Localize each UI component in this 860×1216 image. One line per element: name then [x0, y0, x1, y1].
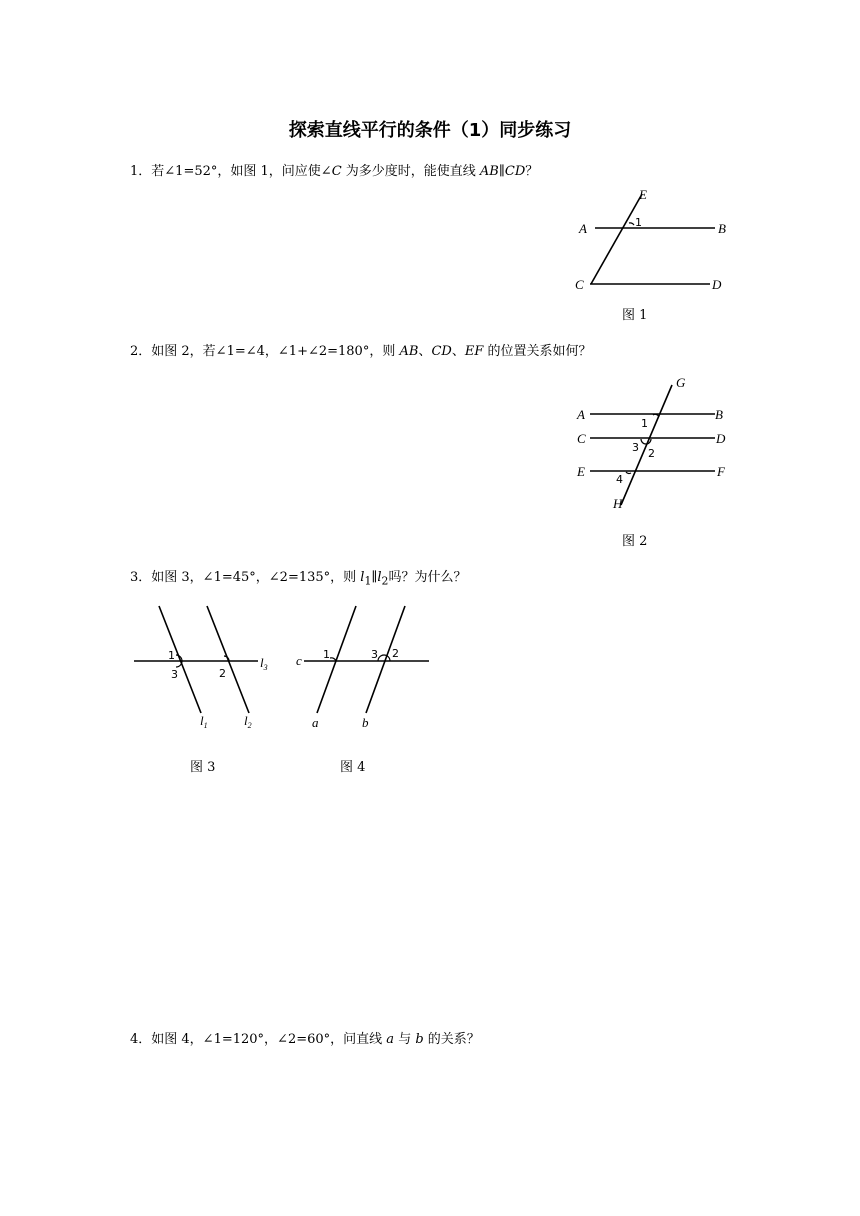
- separator: 、: [418, 344, 432, 359]
- question-text: ？: [525, 164, 539, 179]
- label-l1: $l_1$: [200, 713, 208, 730]
- subscript-2: 2: [381, 574, 389, 588]
- angle-label-1: 1: [635, 216, 642, 229]
- angle-label-2: 2: [648, 447, 655, 460]
- angle-label-1: 1: [641, 417, 648, 430]
- label-c: C: [577, 431, 586, 446]
- label-b: B: [718, 221, 726, 236]
- angle-label-1: 1: [168, 649, 175, 662]
- label-a: A: [577, 407, 585, 422]
- label-e: E: [639, 187, 647, 202]
- parallel-symbol: ∥: [371, 570, 378, 585]
- var-c: C: [331, 164, 342, 179]
- figure-1: [575, 185, 755, 295]
- question-number: 4．: [130, 1032, 152, 1047]
- question-text: 如图 3，∠1=45°，∠2=135°，则: [151, 570, 361, 585]
- angle-2-3-arc: [378, 655, 390, 661]
- var-b: b: [415, 1032, 424, 1047]
- question-text: 吗？为什么？: [388, 570, 467, 585]
- question-text: 如图 4，∠1=120°，∠2=60°，问直线: [151, 1032, 387, 1047]
- label-a: a: [312, 715, 319, 730]
- label-l3: $l_3$: [260, 655, 268, 672]
- line-l2: [207, 606, 249, 713]
- label-b: B: [715, 407, 723, 422]
- var-cd: CD: [431, 344, 452, 359]
- question-text: 的关系？: [423, 1032, 480, 1047]
- var-l2: l: [377, 570, 382, 585]
- label-b: b: [362, 715, 369, 730]
- line-l1: [159, 606, 201, 713]
- angle-label-2: 2: [392, 647, 399, 660]
- question-4: [130, 1028, 480, 1047]
- angle-4-arc: [626, 472, 631, 473]
- question-text: 如图 2，若∠1=∠4，∠1+∠2=180°，则: [151, 344, 400, 359]
- angle-label-4: 4: [616, 473, 623, 486]
- figure-3-caption: 图 3: [190, 760, 216, 775]
- label-f: F: [717, 464, 725, 479]
- question-text: 与: [394, 1032, 416, 1047]
- var-l1: l: [360, 570, 365, 585]
- figure-2: [575, 375, 755, 515]
- angle-1-arc: [629, 223, 634, 225]
- label-a: A: [579, 221, 587, 236]
- separator: 、: [451, 344, 465, 359]
- question-text: 若∠1=52°，如图 1，问应使∠: [151, 164, 332, 179]
- var-a: a: [386, 1032, 395, 1047]
- angle-label-3: 3: [371, 648, 378, 661]
- var-ab: AB: [399, 344, 419, 359]
- question-text: 的位置关系如何？: [483, 344, 592, 359]
- label-g: G: [676, 375, 686, 390]
- question-number: 2．: [130, 344, 152, 359]
- label-d: D: [712, 277, 722, 292]
- label-l2: $l_2$: [244, 713, 252, 730]
- var-ab: AB: [479, 164, 499, 179]
- var-ef: EF: [464, 344, 484, 359]
- question-1: [130, 160, 538, 179]
- angle-label-3: 3: [171, 668, 178, 681]
- angle-label-2: 2: [219, 667, 226, 680]
- label-c: C: [575, 277, 584, 292]
- question-2: [130, 340, 591, 359]
- figure-2-caption: 图 2: [622, 534, 648, 549]
- label-d: D: [716, 431, 726, 446]
- question-text: 为多少度时，能使直线: [341, 164, 480, 179]
- angle-label-3: 3: [632, 441, 639, 454]
- label-c: c: [296, 653, 302, 668]
- figure-3: [130, 600, 290, 740]
- question-number: 3．: [130, 570, 152, 585]
- angle-label-1: 1: [323, 648, 330, 661]
- label-e: E: [577, 464, 585, 479]
- subscript-1: 1: [364, 574, 372, 588]
- question-number: 1．: [130, 164, 152, 179]
- var-cd: CD: [504, 164, 526, 179]
- figure-4-caption: 图 4: [340, 760, 366, 775]
- transversal-gh: [621, 385, 672, 505]
- page-title: 探索直线平行的条件（1）同步练习: [288, 120, 572, 141]
- label-h: H: [613, 496, 623, 511]
- transversal-ce: [591, 194, 642, 284]
- parallel-symbol: ∥: [498, 164, 505, 179]
- question-3: [130, 566, 466, 588]
- figure-4: [292, 600, 452, 740]
- figure-1-caption: 图 1: [622, 308, 648, 323]
